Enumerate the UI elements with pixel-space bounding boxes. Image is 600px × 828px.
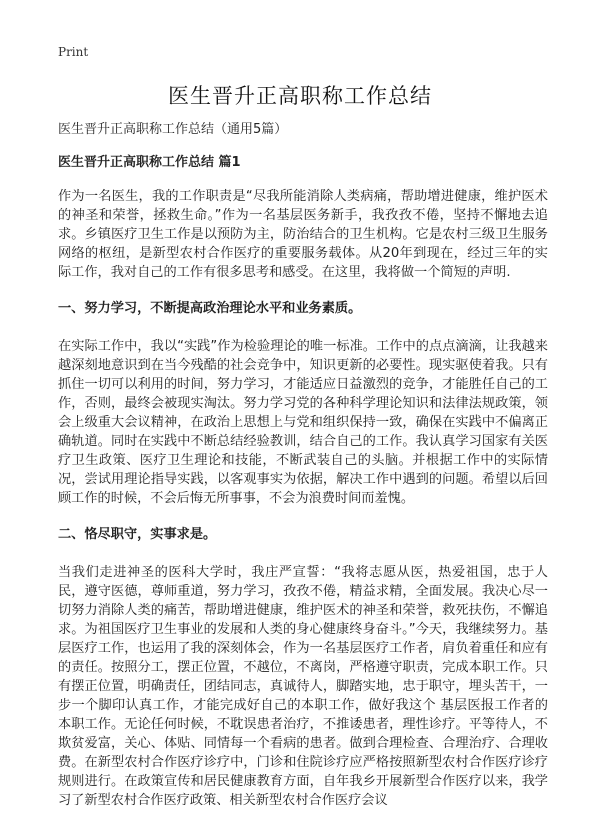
intro-paragraph: 作为一名医生，我的工作职责是“尽我所能消除人类病痛，帮助增进健康，维护医术的神圣和荣誉，拯救生命。”作为一名基层医务新手，我孜孜不倦，坚持不懈地去追求。乡镇医疗卫生工作是以预防为主，防治结合的卫生机构。它是农村三级卫生服务网络的枢纽，是新型农村合作医疗的重要服务载体。从20年到现在，经过三年的实际工作，我对自己的工作有很多思考和感受。在这里，我将做一个简短的声明. (58, 189, 548, 280)
page-title: 医生晋升正高职称工作总结 (168, 84, 432, 108)
section-title: 医生晋升正高职称工作总结 篇1 (58, 155, 241, 170)
document-body (58, 121, 548, 828)
heading-study: 一、努力学习，不断提高政治理论水平和业务素质。 (58, 301, 362, 316)
document-subtitle: 医生晋升正高职称工作总结（通用5篇） (58, 122, 288, 137)
heading-duty: 二、恪尽职守，实事求是。 (58, 527, 217, 542)
print-link[interactable]: Print (58, 45, 89, 59)
study-paragraph: 在实际工作中，我以“实践”作为检验理论的唯一标准。工作中的点点滴滴，让我越来越深刻地意识到在当今残酷的社会竞争中，知识更新的必要性。现实驱使着我。只有抓住一切可以利用的时间，努力学习，才能适应日益激烈的竞争，才能胜任自己的工作，否则，最终会被现实淘汰。努力学习党的各种科学理论知识和法律法规政策，领会上级重大会议精神，在政治上思想上与党和组织保持一致，确保在实践中不偏离正确轨道。同时在实践中不断总结经验教训，结合自己的工作。我认真学习国家有关医疗卫生政策、医疗卫生理论和技能，不断武装自己的头脑。并根据工作中的实际情况，尝试用理论指导实践，以客观事实为依据，解决工作中遇到的问题。希望以后回顾工作的时候，不会后悔无所事事，不会为浪费时间而羞愧。 (58, 339, 548, 506)
duty-paragraph: 当我们走进神圣的医科大学时，我庄严宣誓：“我将志愿从医，热爱祖国，忠于人民，遵守医德，尊师重道，努力学习，孜孜不倦，精益求精，全面发展。我决心尽一切努力消除人类的痛苦，帮助增进健康，维护医术的神圣和荣誉，救死扶伤，不懈追求。为祖国医疗卫生事业的发展和人类的身心健康终身奋斗。”今天，我继续努力。基层医疗工作，也运用了我的深刻体会，作为一名基层医疗工作者，肩负着重任和应有的责任。按照分工，摆正位置，不越位，不离岗，严格遵守职责，完成本职工作。只有摆正位置，明确责任，团结同志，真诚待人，脚踏实地，忠于职守，埋头苦干，一步一个脚印认真工作，才能完成好自己的本职工作，做好我这个 基层医报工作者的本职工作。无论任何时候，不耽误患者治疗，不推诿患者，理性诊疗。平等待人，不欺贫爱富，关心、体贴、同情每一个看病的患者。做到合理检查、合理治疗、合理收费。在新型农村合作医疗诊疗中，门诊和住院诊疗应严格按照新型农村合作医疗诊疗规则进行。在政策宣传和居民健康教育方面，自年我乡开展新型合作医疗以来，我学习了新型农村合作医疗政策、相关新型农村合作医疗会议 (58, 565, 548, 808)
